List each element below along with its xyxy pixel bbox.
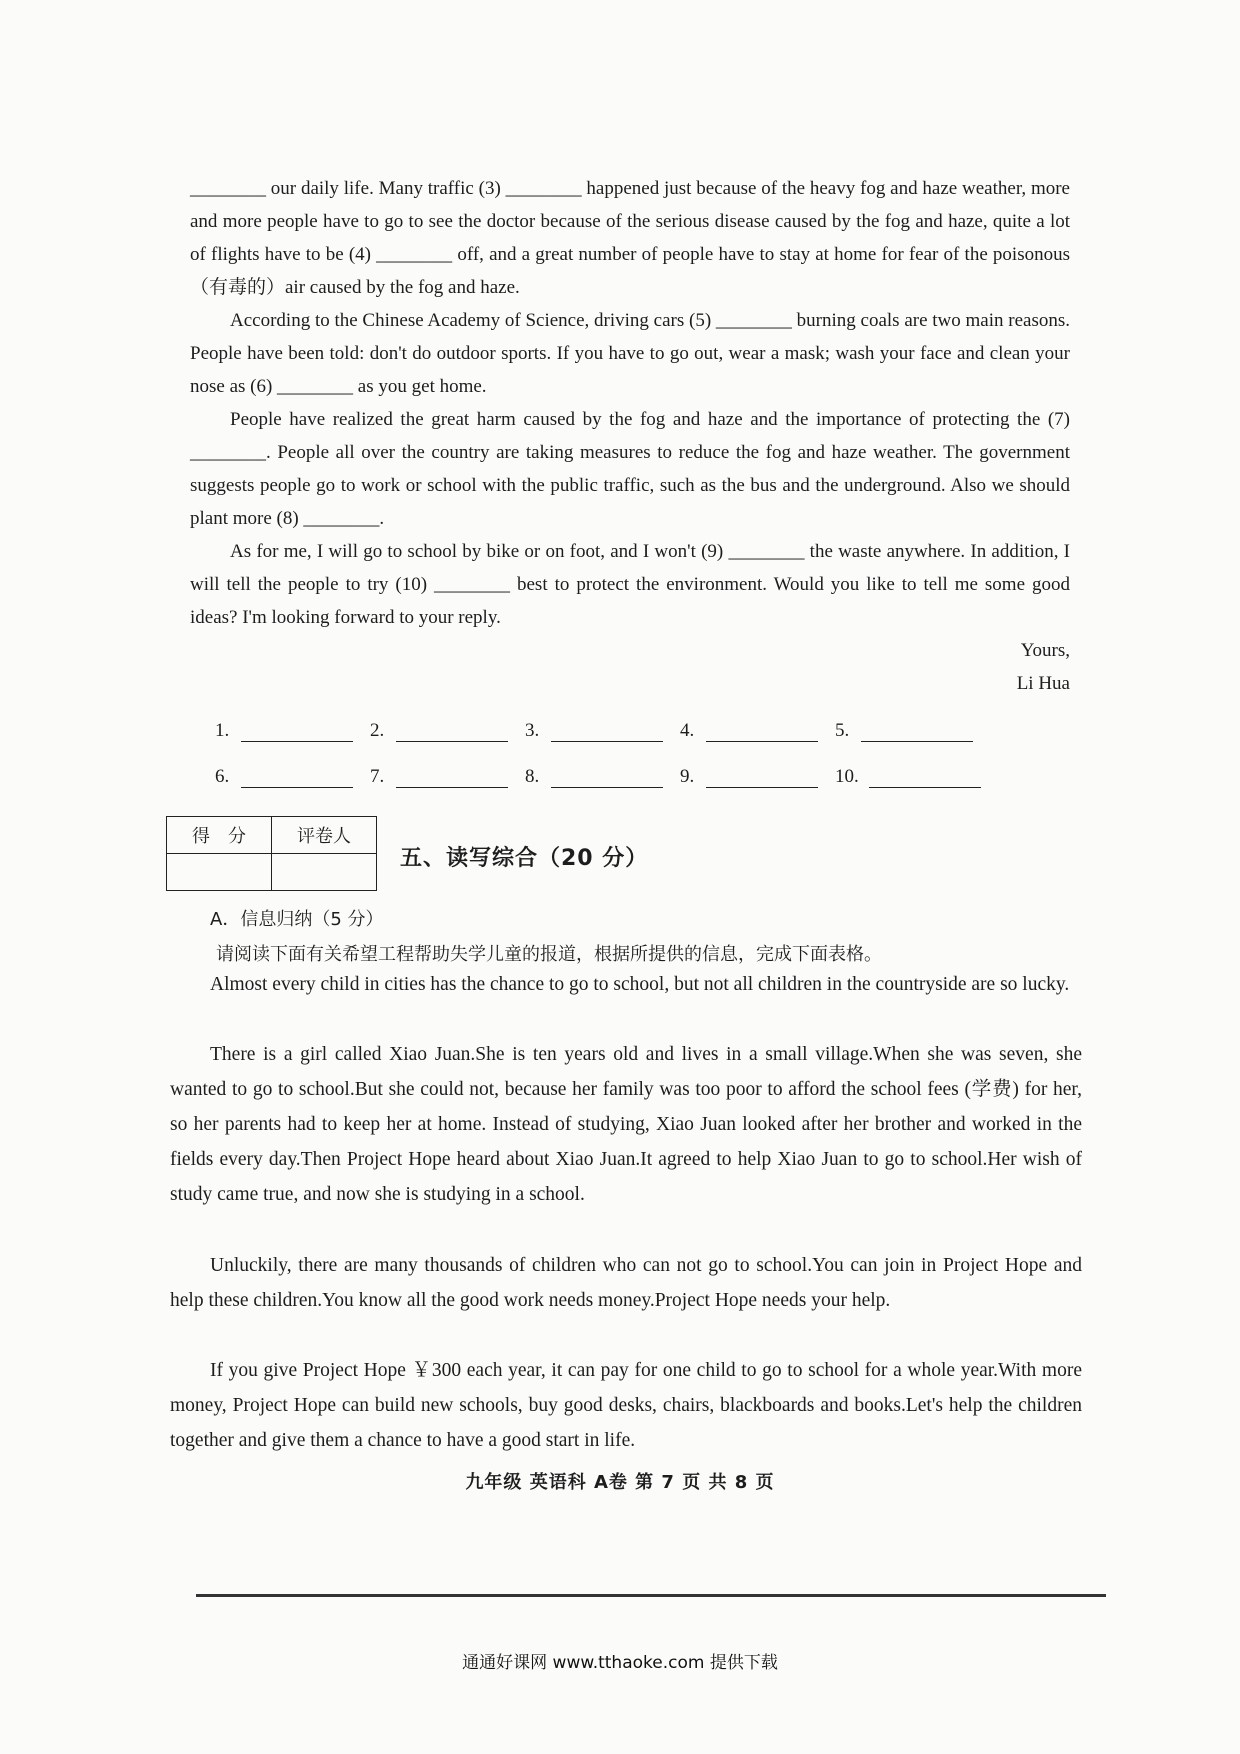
grader-cell[interactable]: [272, 854, 377, 891]
answer-line[interactable]: [396, 719, 508, 742]
answer-number: 3.: [525, 720, 540, 741]
letter-paragraph-1: ________ our daily life. Many traffic (3) ________ happened just because of the heavy fog and haze weather, more and more people have to go to see the doctor because of the serious disease caused by the fog and haze, quite a lot of flights have to be (4) ________ off, and a great number of people have to stay at home for fear of the poisonous（有毒的）air caused by the fog and haze.: [190, 178, 1070, 298]
answer-row-1: [215, 696, 1015, 742]
answer-item[interactable]: [835, 719, 990, 742]
answer-number: 5.: [835, 720, 850, 741]
answer-number: 7.: [370, 766, 385, 787]
answer-line[interactable]: [706, 765, 818, 788]
letter-paragraph-2: According to the Chinese Academy of Science, driving cars (5) ________ burning coals are two main reasons. People have been told: don't do outdoor sports. If you have to go out, wear a mask; wash your face and clean your nose as (6) ________ as you get home.: [190, 310, 1070, 397]
instruction-text: 请阅读下面有关希望工程帮助失学儿童的报道，根据所提供的信息，完成下面表格。: [216, 944, 882, 965]
answer-item[interactable]: [680, 719, 835, 742]
answer-number: 2.: [370, 720, 385, 741]
answer-number: 1.: [215, 720, 230, 741]
answer-item[interactable]: [370, 765, 525, 788]
letter-closing: Yours,: [1020, 640, 1070, 661]
answer-number: 8.: [525, 766, 540, 787]
score-box: [166, 816, 377, 891]
answer-item[interactable]: [680, 765, 835, 788]
answer-item[interactable]: [215, 719, 370, 742]
answer-line[interactable]: [241, 765, 353, 788]
answer-number: 6.: [215, 766, 230, 787]
letter-signature: Li Hua: [1016, 673, 1070, 694]
answer-line[interactable]: [861, 719, 973, 742]
part-a-title: A．信息归纳（5 分）: [210, 909, 384, 930]
passage-paragraph-1: Almost every child in cities has the chance to go to school, but not all children in the countryside are so lucky.: [210, 974, 1070, 995]
answer-line[interactable]: [551, 765, 663, 788]
answer-item[interactable]: [215, 765, 370, 788]
answer-line[interactable]: [551, 719, 663, 742]
answer-row-2: [215, 742, 1015, 788]
answer-line[interactable]: [241, 719, 353, 742]
score-label: 得 分: [167, 817, 272, 854]
answer-line[interactable]: [396, 765, 508, 788]
section-title: 五、读写综合（20 分）: [400, 846, 649, 871]
answer-number: 9.: [680, 766, 695, 787]
grader-label: 评卷人: [272, 817, 377, 854]
answer-item[interactable]: [525, 765, 680, 788]
answer-line[interactable]: [869, 765, 981, 788]
passage-paragraph-4: If you give Project Hope ￥300 each year, it can pay for one child to go to school for a whole year.With more money, Project Hope can build new schools, buy good desks, chairs, blackboards and books.Let's help the children together and give them a chance to have a good start in life.: [170, 1360, 1082, 1451]
score-cell[interactable]: [167, 854, 272, 891]
page-number-footer: 九年级 英语科 A卷 第 7 页 共 8 页: [465, 1472, 775, 1493]
letter-paragraph-4: As for me, I will go to school by bike or on foot, and I won't (9) ________ the waste anywhere. In addition, I will tell the people to try (10) ________ best to protect the environment. Would you like to tell me some good ideas? I'm looking forward to your reply.: [190, 541, 1070, 628]
passage-paragraph-3: Unluckily, there are many thousands of children who can not go to school.You can join in Project Hope and help these children.You know all the good work needs money.Project Hope needs your help.: [170, 1255, 1082, 1311]
answer-blanks: [215, 696, 1015, 788]
site-footer: 通通好课网 www.tthaoke.com 提供下载: [462, 1653, 778, 1673]
answer-number: 4.: [680, 720, 695, 741]
answer-item[interactable]: [525, 719, 680, 742]
answer-item[interactable]: [370, 719, 525, 742]
answer-line[interactable]: [706, 719, 818, 742]
answer-number: 10.: [835, 766, 859, 787]
passage-paragraph-2: There is a girl called Xiao Juan.She is ten years old and lives in a small village.When she was seven, she wanted to go to school.But she could not, because her family was too poor to afford the school fees (学费) for her, so her parents had to keep her at home. Instead of studying, Xiao Juan looked after her brother and worked in the fields every day.Then Project Hope heard about Xiao Juan.It agreed to help Xiao Juan to go to school.Her wish of study came true, and now she is studying in a school.: [170, 1044, 1082, 1205]
answer-item[interactable]: [835, 765, 990, 788]
bottom-divider: [196, 1594, 1106, 1597]
letter-paragraph-3: People have realized the great harm caused by the fog and haze and the importance of protecting the (7) ________. People all over the country are taking measures to reduce the fog and haze weather. The government suggests people go to work or school with the public traffic, such as the bus and the underground. Also we should plant more (8) ________.: [190, 409, 1070, 529]
